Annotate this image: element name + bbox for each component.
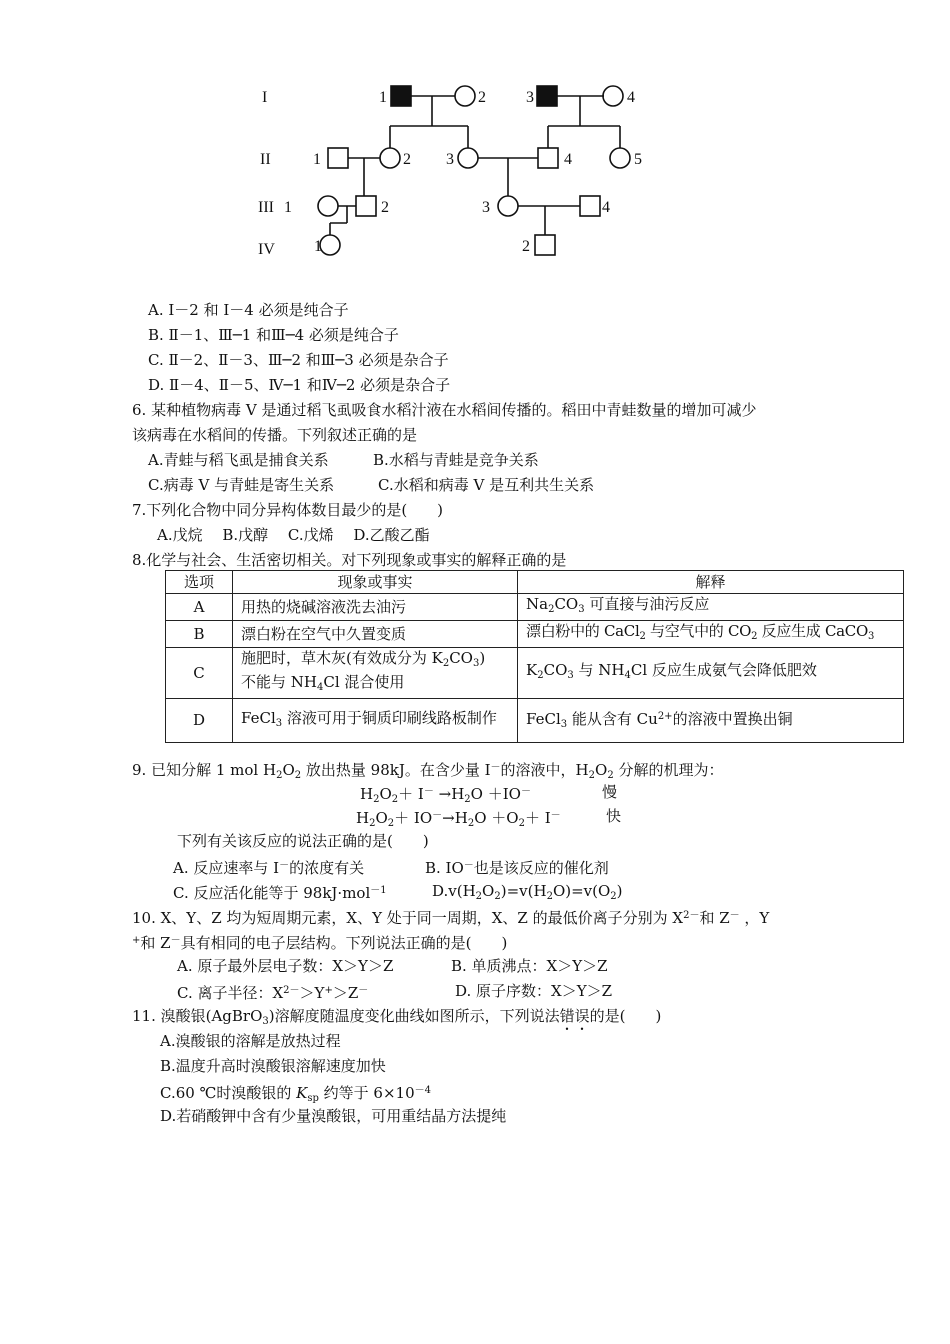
q9-option-b: B. IO－也是该反应的催化剂 [425,859,609,877]
individual-II-4 [538,148,558,168]
q6-stem-2: 该病毒在水稻间的传播。下列叙述正确的是 [132,426,418,444]
q10-stem-1: 10. X、Y、Z 均为短周期元素，X、Y 处于同一周期，X、Z 的最低价离子分别为 $X^{2-}$和 Z－ ，Y [132,909,770,927]
individual-II-2 [380,148,400,168]
table-row: A 用热的烧碱溶液洗去油污 $Na_2CO_3$ 可直接与油污反应 [166,594,904,621]
q5-option-b: B. Ⅱ－1、Ⅲ─1 和Ⅲ─4 必须是纯合子 [148,326,399,344]
q11-stem: 11. 溴酸银(AgBrO$_3$)溶解度随温度变化曲线如图所示，下列说法错误的是( ) [132,1007,662,1027]
q11-option-b: B.温度升高时溴酸银溶解速度加快 [160,1057,386,1075]
q9-option-c: C. 反应活化能等于 98kJ·mol$^{-1}$ [173,884,387,902]
svg-text:3: 3 [482,199,490,216]
q10-option-d: D. 原子序数：X＞Y＞Z [455,982,613,1000]
q8-stem: 8.化学与社会、生活密切相关。对下列现象或事实的解释正确的是 [132,551,567,569]
header-option: 选项 [166,571,233,594]
individual-II-1 [328,148,348,168]
q6-option-a: A.青蛙与稻飞虱是捕食关系 [148,451,329,469]
gen-label-IV: IV [258,241,275,258]
individual-I-4 [603,86,623,106]
gen-label-III: III [258,199,274,216]
individual-IV-2 [535,235,555,255]
q9-reaction-1: $H_2O_2+ I^- \to H_2O +IO^-$ [360,785,531,805]
individual-I-3 [537,86,557,106]
svg-text:2: 2 [403,151,411,168]
pedigree-chart [250,78,670,268]
q11-option-a: A.溴酸银的溶解是放热过程 [160,1032,341,1050]
svg-text:5: 5 [634,151,642,168]
individual-I-1 [391,86,411,106]
individual-II-5 [610,148,630,168]
header-fact: 现象或事实 [233,571,518,594]
q5-option-c: C. Ⅱ－2、Ⅱ－3、Ⅲ─2 和Ⅲ─3 必须是杂合子 [148,351,449,369]
svg-text:3: 3 [526,89,534,106]
q10-option-a: A. 原子最外层电子数：X＞Y＞Z [177,957,394,975]
svg-text:1: 1 [379,89,387,106]
q9-option-d: $D.v(H_2O_2)=v(H_2O)=v(O_2)$ [432,882,623,902]
svg-text:4: 4 [627,89,635,106]
header-explanation: 解释 [518,571,904,594]
q10-option-b: B. 单质沸点：X＞Y＞Z [451,957,608,975]
table-row: C 施肥时，草木灰(有效成分为 $K_2CO_3$) 不能与 $NH_4Cl$ 混合使用 $K_2CO_3$ 与 $NH_4Cl$ 反应生成氨气会降低肥效 [166,648,904,699]
q10-option-c: C. 离子半径：$X^{2-}>Y^+>Z^-$ [177,984,369,1002]
q5-option-d: D. Ⅱ－4、Ⅱ－5、Ⅳ─1 和Ⅳ─2 必须是杂合子 [148,376,451,394]
individual-II-3 [458,148,478,168]
q7-stem: 7.下列化合物中同分异构体数目最少的是( ) [132,501,444,519]
individual-III-3 [498,196,518,216]
individual-I-2 [455,86,475,106]
table-row: B 漂白粉在空气中久置变质 漂白粉中的 CaCl$_2$ 与空气中的 $CO_2$ 反应生成 CaCO$_3$ [166,621,904,648]
svg-text:4: 4 [564,151,572,168]
svg-text:3: 3 [446,151,454,168]
individual-III-2 [356,196,376,216]
gen-label-II: II [260,151,271,168]
svg-text:2: 2 [478,89,486,106]
q9-ask: 下列有关该反应的说法正确的是( ) [177,832,429,850]
table-header-row [166,571,904,594]
q9-stem: 9. 已知分解 1 mol $H_2O_2$ 放出热量 98kJ。在含少量 I－的溶液中，$H_2O_2$ 分解的机理为： [132,761,724,781]
q9-option-a: A. 反应速率与 I－的浓度有关 [173,859,365,877]
svg-text:4: 4 [602,199,610,216]
q6-option-d: C.水稻和病毒 V 是互利共生关系 [378,476,595,494]
q10-stem-2: +和 Z－具有相同的电子层结构。下列说法正确的是( ) [132,934,508,952]
q8-table [165,570,904,743]
q7-options: A.戊烷 B.戊醇 C.戊烯 D.乙酸乙酯 [157,526,430,544]
q6-option-c: C.病毒 V 与青蛙是寄生关系 [148,476,335,494]
gen-label-I: I [262,89,268,106]
q11-option-d: D.若硝酸钾中含有少量溴酸银，可用重结晶方法提纯 [160,1107,507,1125]
individual-III-1 [318,196,338,216]
individual-IV-1 [320,235,340,255]
q6-stem-1: 6. 某种植物病毒 V 是通过稻飞虱吸食水稻汁液在水稻间传播的。稻田中青蛙数量的增加可减少 [132,401,757,419]
svg-text:1: 1 [314,238,322,255]
svg-text:2: 2 [522,238,530,255]
q9-reaction-2: $H_2O_2+ IO^-\to H_2O +O_2+ I^-$ [356,809,561,829]
q5-option-a: A. Ⅰ－2 和 Ⅰ－4 必须是纯合子 [148,301,349,319]
svg-text:1: 1 [284,199,292,216]
individual-III-4 [580,196,600,216]
q9-reaction-2-speed: 快 [606,807,622,825]
emphasis-word: 错误 [559,1007,590,1025]
q11-option-c: C.60 ℃时溴酸银的 $K_{sp}$ 约等于 $6\times 10^{-4}$ [160,1084,432,1104]
table-row: D FeCl$_3$ 溶液可用于铜质印刷线路板制作 FeCl$_3$ 能从含有 $Cu^{2+}$的溶液中置换出铜 [166,699,904,743]
q9-reaction-1-speed: 慢 [602,783,618,801]
q6-option-b: B.水稻与青蛙是竞争关系 [373,451,539,469]
svg-text:1: 1 [313,151,321,168]
svg-text:2: 2 [381,199,389,216]
